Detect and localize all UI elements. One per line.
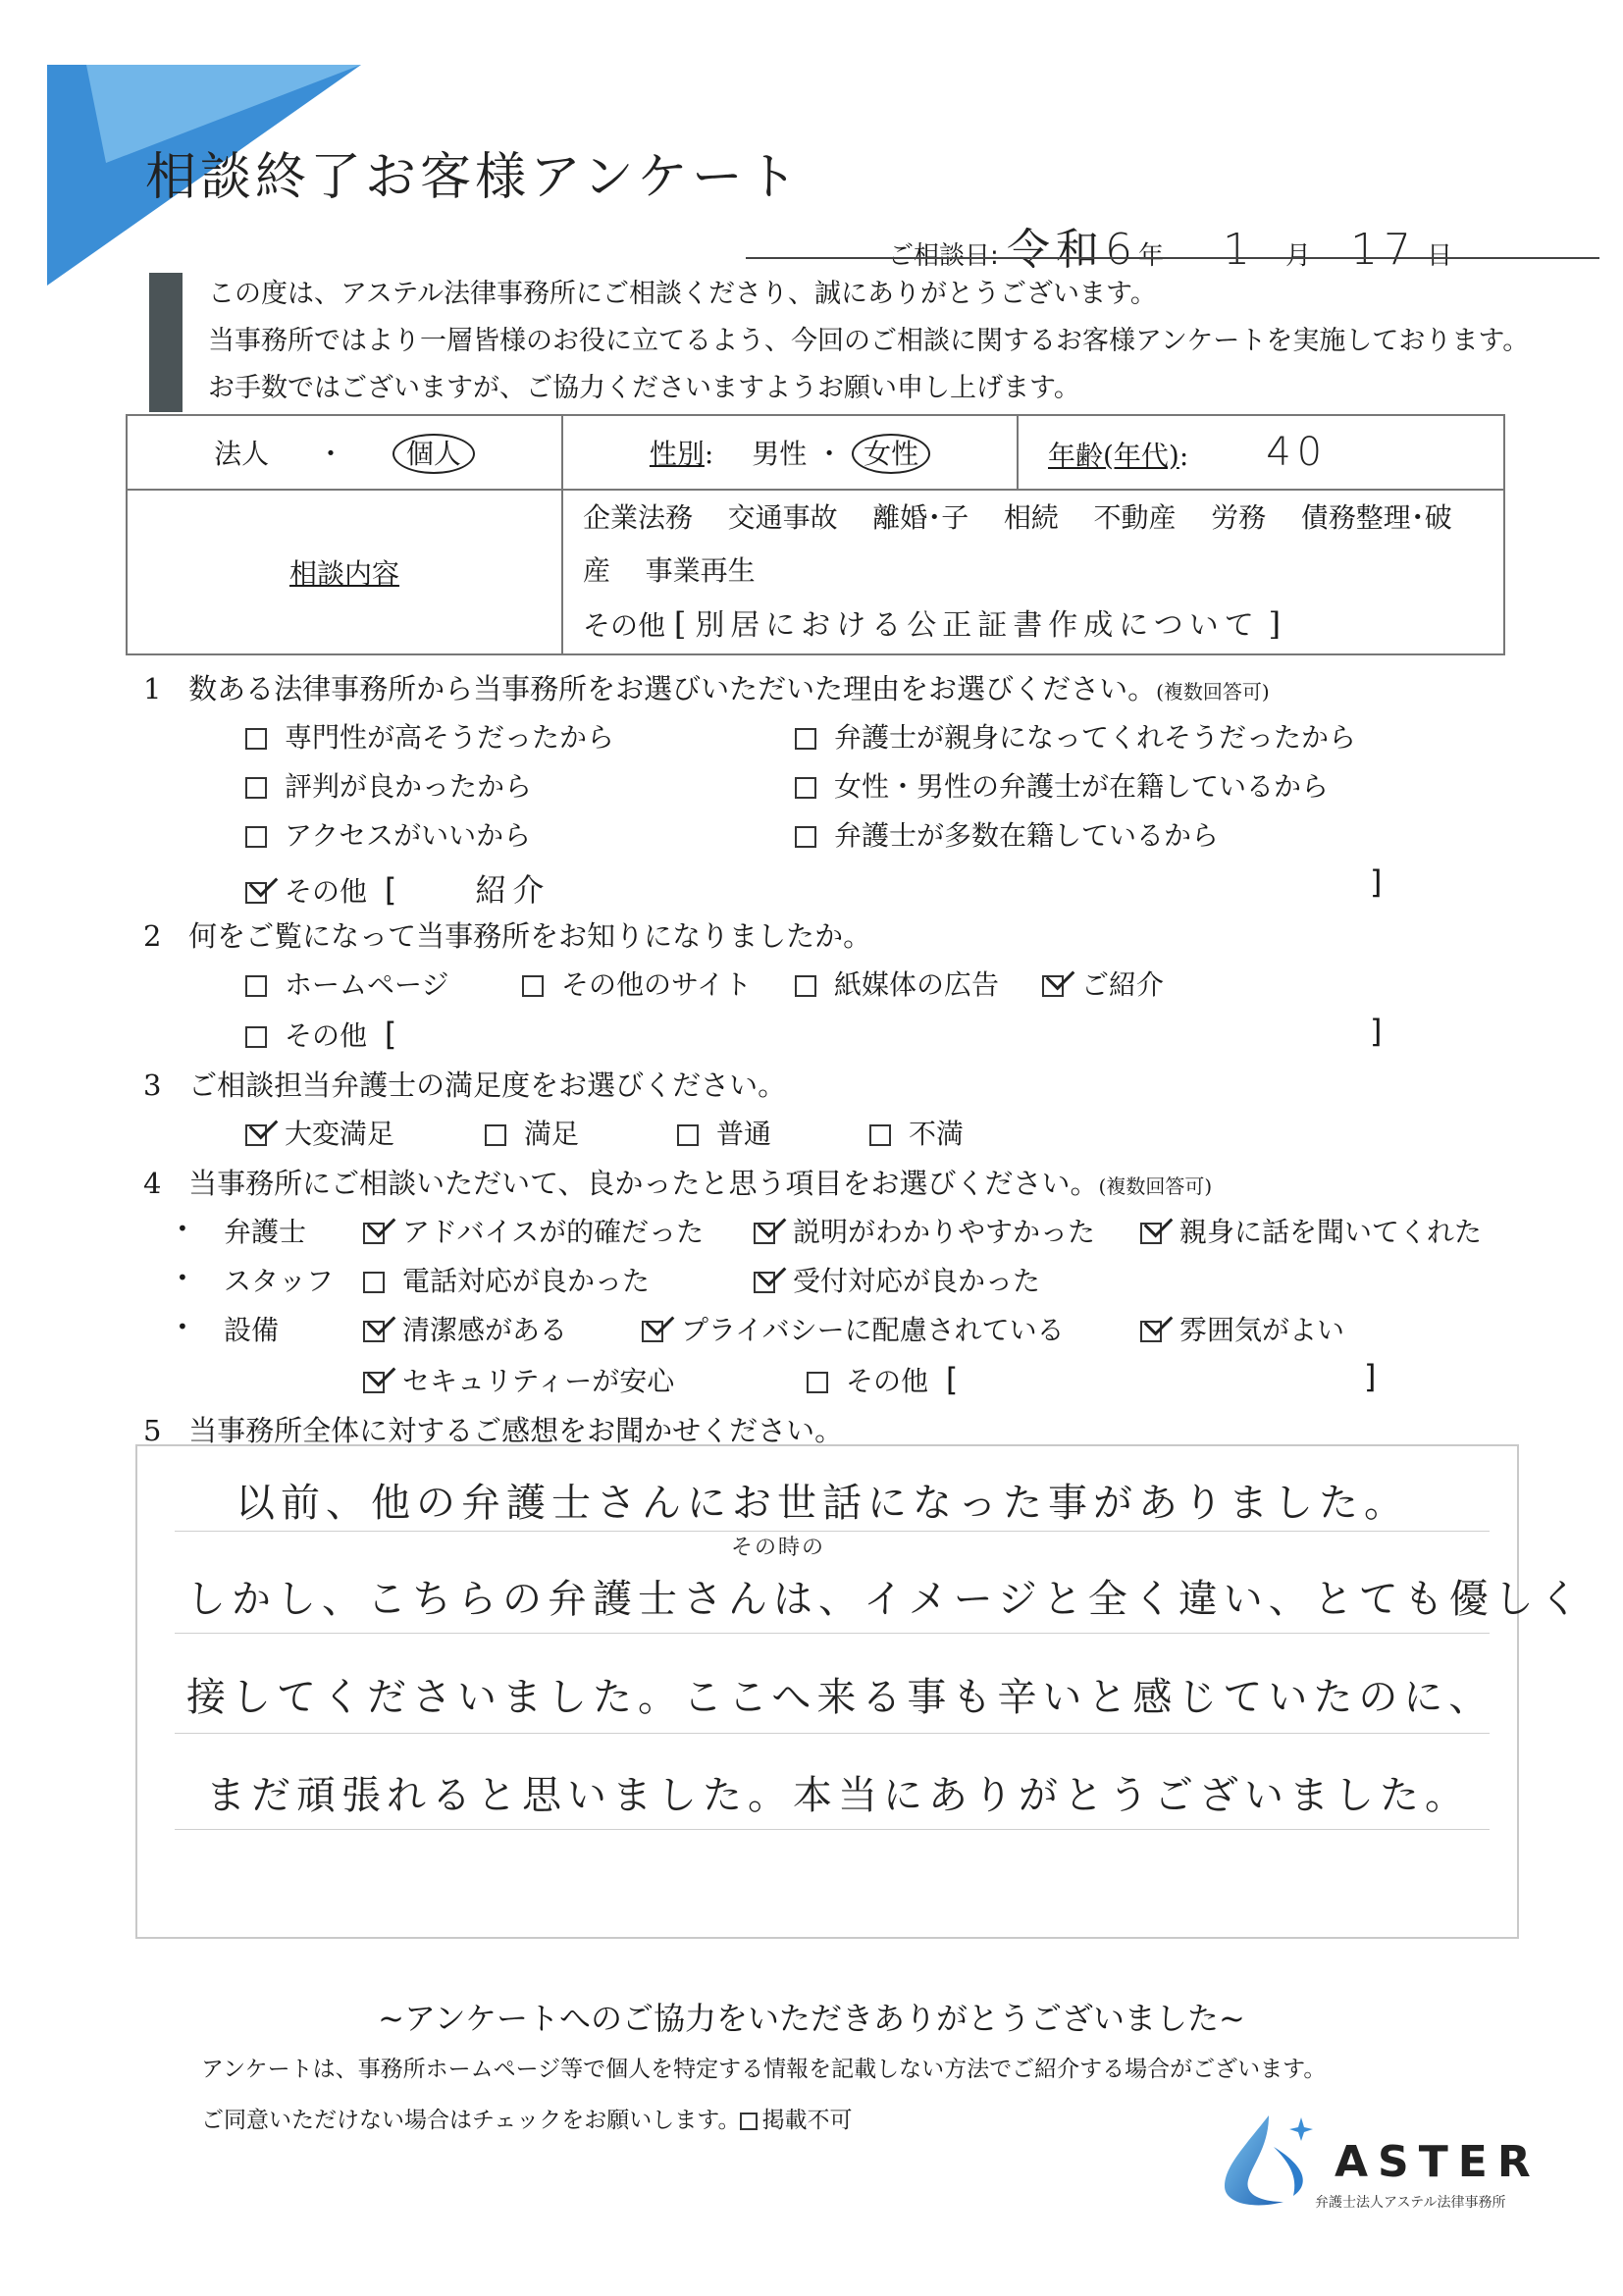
topic-debt: 債務整理･破産 (583, 501, 1452, 587)
checkbox[interactable] (363, 1272, 385, 1293)
sex-cell (562, 415, 1018, 490)
q1-option-label: 評判が良かったから (285, 770, 533, 803)
q4-facility-label: 設備 (224, 1314, 280, 1346)
client-info-table (126, 414, 1505, 655)
q1-option-1 (245, 716, 614, 756)
q3-very-satisfied (245, 1113, 394, 1152)
topic-corporate: 企業法務 (583, 501, 694, 534)
comment-rule (175, 1531, 1490, 1532)
checkbox-checked[interactable] (245, 882, 267, 904)
q2-other (245, 1015, 396, 1054)
no-publish-label: 掲載不可 (761, 2108, 853, 2133)
q4-option-label: 説明がわかりやすかった (793, 1216, 1096, 1248)
q4-option-label: プライバシーに配慮されている (681, 1314, 1065, 1346)
q1-heading (143, 667, 1270, 707)
checkbox[interactable] (869, 1124, 891, 1146)
sex-label: 性別 (649, 438, 705, 470)
topic-divorce: 離婚･子 (872, 501, 969, 534)
q4-staff-label: スタッフ (224, 1265, 335, 1297)
q1-number: 1 (143, 672, 162, 705)
date-month-handwritten: 1 (1223, 225, 1257, 275)
checkbox[interactable] (245, 975, 267, 997)
corp-option: 法人 (214, 438, 270, 470)
checkbox-checked[interactable] (754, 1272, 775, 1293)
age-handwritten: 40 (1266, 430, 1329, 475)
q3-option-label: 不満 (909, 1118, 965, 1150)
q1-option-5 (245, 814, 531, 854)
comment-insert-note: その時の (731, 1536, 826, 1560)
bracket-open: [ (384, 1016, 397, 1053)
month-unit: 月 (1285, 241, 1312, 271)
aster-logo-subtitle: 弁護士法人アステル法律事務所 (1315, 2195, 1506, 2211)
q2-option-label: ホームページ (285, 968, 449, 1001)
q4-staff-reception (754, 1260, 1040, 1299)
date-day-handwritten: 17 (1350, 225, 1418, 275)
footer-note-2 (201, 2102, 852, 2134)
q1-option-4 (795, 765, 1329, 805)
dot-separator: ・ (815, 438, 844, 470)
q4-option-label: 清潔感がある (402, 1314, 568, 1346)
q2-option-other-site (522, 964, 752, 1003)
bracket-close: ] (1268, 605, 1282, 643)
topic-label-cell (127, 490, 562, 654)
topic-rehabilitation: 事業再生 (645, 554, 756, 587)
checkbox-checked[interactable] (1140, 1223, 1162, 1244)
q2-option-label: その他のサイト (561, 968, 753, 1001)
q4-lawyer-advice (363, 1211, 704, 1250)
aster-logo-text: ASTER (1335, 2137, 1541, 2187)
intro-line-2: 当事務所ではより一層皆様のお役に立てるよう、今回のご相談に関するお客様アンケートを実施しております。 (208, 326, 1530, 356)
q4-lawyer-explanation (754, 1211, 1095, 1250)
q4-text: 当事務所にご相談いただいて、良かったと思う項目をお選びください。 (188, 1167, 1099, 1200)
topic-inheritance: 相続 (1003, 501, 1059, 534)
topic-traffic: 交通事故 (727, 501, 838, 534)
day-unit: 日 (1427, 241, 1453, 271)
checkbox[interactable] (795, 777, 816, 799)
q2-option-label: 紙媒体の広告 (834, 968, 1000, 1001)
intro-line-1: この度は、アステル法律事務所にご相談くださり、誠にありがとうございます。 (208, 279, 1157, 309)
topic-other-label: その他 (583, 609, 666, 642)
q2-option-referral (1042, 964, 1164, 1003)
q4-facility-clean (363, 1309, 567, 1348)
q4-option-label: セキュリティーが安心 (402, 1365, 675, 1397)
q1-option-2 (795, 716, 1356, 756)
checkbox[interactable] (807, 1372, 828, 1393)
q4-option-label: 親身に話を聞いてくれた (1179, 1216, 1483, 1248)
q1-option-label: 弁護士が親身になってくれそうだったから (834, 721, 1357, 754)
aster-logo-icon (1215, 2108, 1323, 2216)
dot-separator: ・ (316, 438, 344, 470)
bracket-open: [ (673, 605, 687, 643)
no-publish-checkbox[interactable] (740, 2113, 758, 2130)
q4-facility-atmosphere (1140, 1309, 1344, 1348)
q4-staff-phone (363, 1260, 650, 1299)
checkbox[interactable] (245, 728, 267, 750)
q4-number: 4 (143, 1167, 162, 1200)
comment-rule (175, 1633, 1490, 1634)
male-option: 男性 (752, 438, 808, 470)
topic-real-estate: 不動産 (1093, 501, 1177, 534)
checkbox-checked[interactable] (363, 1372, 385, 1393)
q4-other (807, 1360, 958, 1399)
comment-rule (175, 1829, 1490, 1830)
q1-option-label: 弁護士が多数在籍しているから (834, 819, 1220, 852)
q3-dissatisfied (869, 1113, 964, 1152)
q3-neutral (677, 1113, 771, 1152)
individual-option-circled: 個人 (393, 434, 475, 474)
q1-option-label: 専門性が高そうだったから (285, 721, 615, 754)
q2-option-homepage (245, 964, 448, 1003)
female-option-circled: 女性 (852, 434, 930, 474)
q4-heading (143, 1162, 1212, 1202)
checkbox-checked[interactable] (642, 1321, 663, 1342)
q2-number: 2 (143, 919, 162, 953)
checkbox[interactable] (795, 975, 816, 997)
page-title: 相談終了お客様アンケート (145, 148, 802, 207)
checkbox-checked[interactable] (363, 1321, 385, 1342)
q1-option-label: アクセスがいいから (285, 819, 532, 852)
topic-labor: 労務 (1211, 501, 1267, 534)
footer-note-2-text: ご同意いただけない場合はチェックをお願いします。 (201, 2108, 741, 2133)
intro-line-3: お手数ではございますが、ご協力くださいますようお願い申し上げます。 (208, 373, 1080, 403)
checkbox[interactable] (522, 975, 544, 997)
q4-other-label: その他 (846, 1365, 929, 1397)
age-colon: : (1178, 440, 1189, 472)
checkbox[interactable] (245, 826, 267, 848)
comment-line-4: まだ頑張れると思いました。本当にありがとうございました。 (206, 1773, 1470, 1818)
checkbox-checked[interactable] (1042, 975, 1064, 997)
bracket-open: [ (945, 1361, 959, 1398)
q4-option-label: アドバイスが的確だった (402, 1216, 705, 1248)
q5-heading (143, 1409, 843, 1449)
comment-line-1: 以前、他の弁護士さんにお世話になった事がありました。 (236, 1481, 1409, 1526)
year-unit: 年 (1138, 241, 1165, 271)
q3-option-label: 大変満足 (285, 1118, 395, 1150)
checkbox-checked[interactable] (754, 1223, 775, 1244)
topic-options-cell (562, 490, 1504, 654)
q2-option-label: ご紹介 (1081, 968, 1165, 1001)
checkbox-checked[interactable] (1140, 1321, 1162, 1342)
comment-rule (175, 1733, 1490, 1734)
intro-bar (149, 273, 183, 412)
q1-note: (複数回答可) (1156, 680, 1270, 704)
topic-label: 相談内容 (288, 557, 399, 590)
checkbox-checked[interactable] (363, 1223, 385, 1244)
bullet: • (177, 1315, 188, 1338)
q2-text: 何をご覧になって当事務所をお知りになりましたか。 (188, 919, 872, 953)
q4-facility-security (363, 1360, 674, 1399)
topic-other-handwritten: 別居における公正証書作成について (695, 608, 1260, 643)
bracket-close: ] (1364, 1358, 1377, 1395)
q1-other-handwritten: 紹介 (475, 871, 550, 909)
q3-option-label: 普通 (716, 1118, 772, 1150)
date-underline (746, 257, 1599, 259)
consult-date (888, 214, 1452, 277)
checkbox-checked[interactable] (245, 1124, 267, 1146)
comment-line-2: しかし、こちらの弁護士さんは、イメージと全く違い、とても優しく (186, 1577, 1585, 1622)
bracket-close: ] (1370, 863, 1383, 901)
q4-lawyer-label: 弁護士 (224, 1216, 307, 1248)
q2-option-print-ad (795, 964, 999, 1003)
q3-text: ご相談担当弁護士の満足度をお選びください。 (188, 1069, 787, 1102)
checkbox[interactable] (795, 826, 816, 848)
q1-other (245, 865, 550, 911)
bullet: • (177, 1217, 188, 1240)
q1-option-3 (245, 765, 532, 805)
bracket-close: ] (1370, 1013, 1383, 1050)
q3-number: 3 (143, 1069, 162, 1102)
checkbox[interactable] (245, 1026, 267, 1048)
q4-facility-privacy (642, 1309, 1065, 1348)
checkbox[interactable] (485, 1124, 506, 1146)
q5-text: 当事務所全体に対するご感想をお聞かせください。 (188, 1414, 844, 1447)
bullet: • (177, 1266, 188, 1289)
client-type-cell (127, 415, 562, 490)
checkbox[interactable] (677, 1124, 699, 1146)
q2-other-label: その他 (285, 1019, 368, 1052)
date-label: ご相談日: (888, 241, 999, 271)
q3-heading (143, 1064, 786, 1104)
q1-other-label: その他 (285, 875, 368, 908)
footer-note-1: アンケートは、事務所ホームページ等で個人を特定する情報を記載しない方法でご紹介する場合がございます。 (201, 2057, 1327, 2082)
sex-colon: : (704, 438, 714, 470)
checkbox[interactable] (795, 728, 816, 750)
age-label: 年齢(年代) (1048, 440, 1179, 472)
q1-option-label: 女性・男性の弁護士が在籍しているから (834, 770, 1330, 803)
age-cell (1018, 415, 1504, 490)
q4-note: (複数回答可) (1098, 1174, 1213, 1198)
q1-option-6 (795, 814, 1219, 854)
q2-heading (143, 914, 871, 955)
q4-option-label: 受付対応が良かった (793, 1265, 1041, 1297)
q4-option-label: 雰囲気がよい (1179, 1314, 1345, 1346)
q4-option-label: 電話対応が良かった (402, 1265, 651, 1297)
q1-text: 数ある法律事務所から当事務所をお選びいただいた理由をお選びください。 (188, 672, 1157, 705)
q3-satisfied (485, 1113, 579, 1152)
q4-lawyer-listening (1140, 1211, 1482, 1250)
checkbox[interactable] (245, 777, 267, 799)
comment-line-3: 接してくださいました。ここへ来る事も辛いと感じていたのに、 (186, 1675, 1494, 1720)
bracket-open: [ (384, 871, 397, 909)
date-era-handwritten: 令和6 (1007, 225, 1139, 275)
q5-number: 5 (143, 1414, 162, 1447)
thanks-message: ~アンケートへのご協力をいただきありがとうございました~ (378, 2000, 1245, 2037)
q3-option-label: 満足 (524, 1118, 580, 1150)
